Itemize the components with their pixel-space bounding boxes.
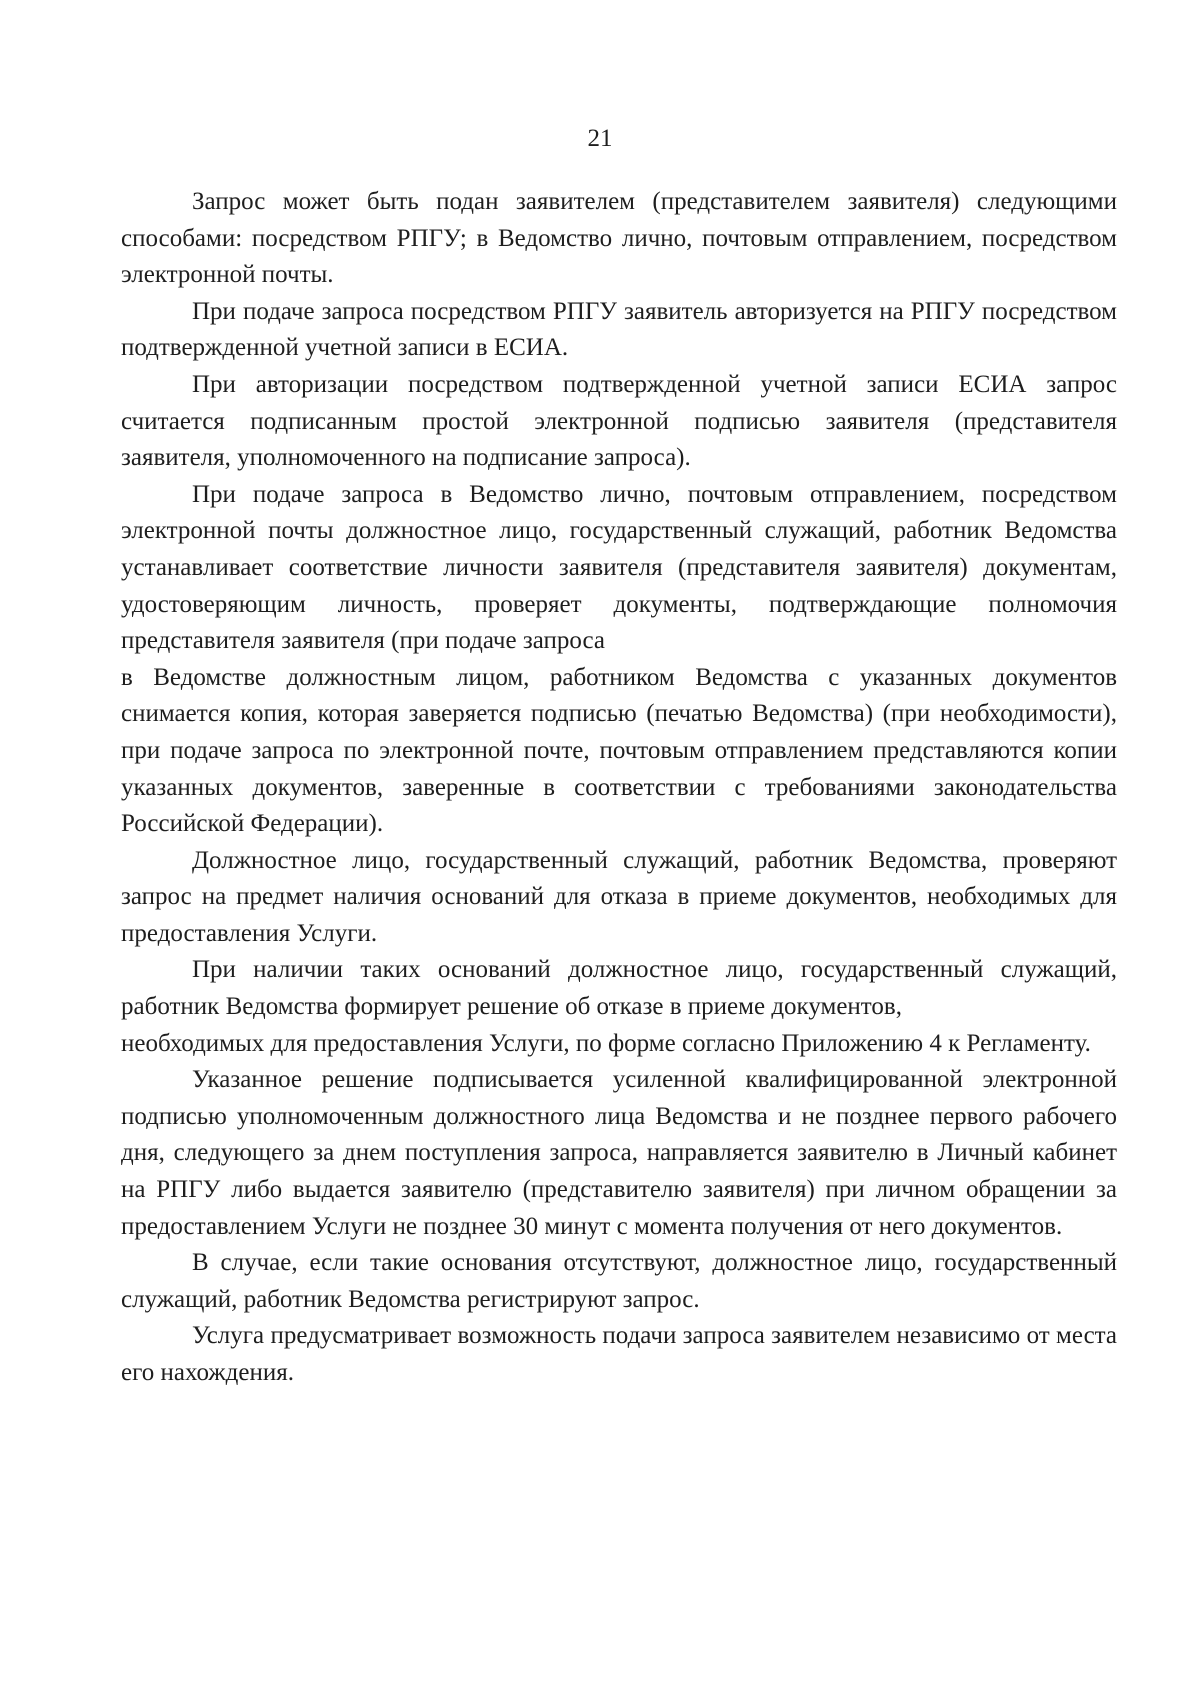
paragraph: Услуга предусматривает возможность подачи запроса заявителем независимо от места его нахождения. [121, 1322, 1117, 1386]
paragraph: При подаче запроса в Ведомство лично, почтовым отправлением, посредством электронной почты должностное лицо, государственный служащий, работник Ведомства устанавливает соответствие личности заявителя (представителя заявителя) документам, удостоверяющим личность, проверяет документы, подтверждающие полномочия представителя заявителя (при подаче запроса [121, 480, 1117, 655]
paragraph: Должностное лицо, государственный служащий, работник Ведомства, проверяют запрос на предмет наличия оснований для отказа в приеме документов, необходимых для предоставления Услуги. [121, 846, 1117, 947]
paragraph: Указанное решение подписывается усиленной квалифицированной электронной подписью уполномоченным должностного лица Ведомства и не позднее первого рабочего дня, следующего за днем поступления запроса, направляется заявителю в Личный кабинет на РПГУ либо выдается заявителю (представителю заявителя) при личном обращении за предоставлением Услуги не позднее 30 минут с момента получения от него документов. [121, 1066, 1117, 1240]
paragraph: в Ведомстве должностным лицом, работником Ведомства с указанных документов снимается копия, которая заверяется подписью (печатью Ведомства) (при необходимости), при подаче запроса по электронной почте, почтовым отправлением представляются копии указанных документов, заверенные в соответствии с требованиями законодательства Российской Федерации). [121, 663, 1117, 838]
paragraph: При авторизации посредством подтвержденной учетной записи ЕСИА запрос считается подписанным простой электронной подписью заявителя (представителя заявителя, уполномоченного на подписание запроса). [121, 370, 1117, 472]
paragraph: В случае, если такие основания отсутствуют, должностное лицо, государственный служащий, работник Ведомства регистрируют запрос. [121, 1249, 1117, 1313]
paragraph: При наличии таких оснований должностное лицо, государственный служащий, работник Ведомства формирует решение об отказе в приеме документов, [121, 956, 1117, 1021]
paragraph: необходимых для предоставления Услуги, по форме согласно Приложению 4 к Регламенту. [121, 1029, 1091, 1057]
page-number: 21 [587, 125, 613, 152]
paragraph: Запрос может быть подан заявителем (представителем заявителя) следующими способами: посредством РПГУ; в Ведомство лично, почтовым отправлением, посредством электронной почты. [121, 188, 1117, 289]
paragraph: При подаче запроса посредством РПГУ заявитель авторизуется на РПГУ посредством подтвержденной учетной записи в ЕСИА. [121, 297, 1117, 362]
document-body [121, 184, 1117, 1392]
